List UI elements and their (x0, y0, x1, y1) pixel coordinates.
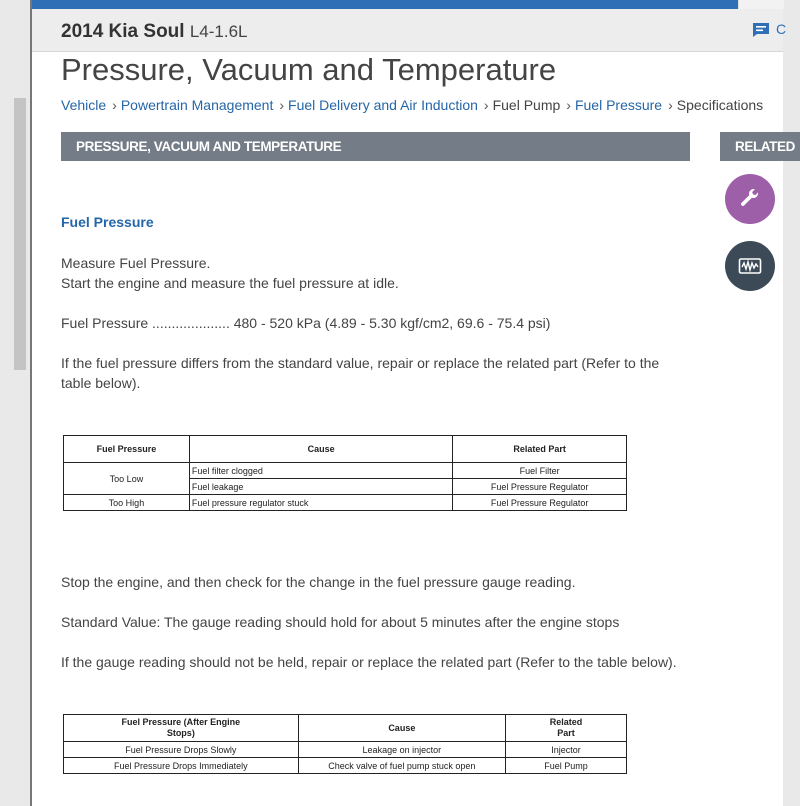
table-cell: Fuel Pressure Drops Immediately (64, 758, 299, 774)
chevron-right-icon: › (483, 97, 489, 113)
table-cell: Too Low (64, 463, 190, 495)
chevron-right-icon: › (566, 97, 571, 113)
left-gutter (0, 0, 30, 806)
table-header: Fuel Pressure (64, 436, 190, 463)
table-row (64, 742, 627, 758)
chat-label[interactable]: C (776, 21, 787, 37)
wrench-icon (738, 187, 762, 211)
repair-instruction-2: If the gauge reading should not be held, repair or replace the related part (Refer to the table below). (61, 654, 677, 670)
breadcrumb (61, 97, 763, 113)
table-cell: Fuel Pressure Drops Slowly (64, 742, 299, 758)
page-title: Pressure, Vacuum and Temperature (61, 52, 557, 87)
table-header: Fuel Pressure (After Engine Stops) (64, 715, 299, 742)
stop-engine-instruction: Stop the engine, and then check for the change in the fuel pressure gauge reading. (61, 574, 576, 590)
table-cell: Fuel Filter (453, 463, 627, 479)
table-cell: Leakage on injector (298, 742, 505, 758)
fuel-pressure-heading: Fuel Pressure (61, 214, 154, 230)
breadcrumb-fuel-delivery[interactable]: Fuel Delivery and Air Induction (288, 97, 478, 113)
table-cell: Fuel leakage (189, 479, 452, 495)
instruction-line-2: Start the engine and measure the fuel pressure at idle. (61, 275, 399, 291)
table-cell: Fuel pressure regulator stuck (189, 495, 452, 511)
top-accent-bar (32, 0, 738, 9)
related-tools-button[interactable] (725, 174, 775, 224)
breadcrumb-fuel-pump: Fuel Pump (492, 97, 561, 113)
table-header: Cause (298, 715, 505, 742)
table-header-row (64, 715, 627, 742)
table-header: Related Part (453, 436, 627, 463)
breadcrumb-fuel-pressure[interactable]: Fuel Pressure (574, 97, 663, 113)
table-cell: Too High (64, 495, 190, 511)
scrollbar-thumb[interactable] (14, 98, 26, 370)
table-header-row (64, 436, 627, 463)
chat-icon[interactable] (752, 22, 770, 38)
vehicle-engine: L4-1.6L (189, 22, 248, 41)
section-header: PRESSURE, VACUUM AND TEMPERATURE (61, 132, 690, 161)
table-row (64, 495, 627, 511)
vehicle-header (32, 9, 787, 52)
vehicle-title (61, 21, 248, 43)
chevron-right-icon: › (112, 97, 117, 113)
waveform-icon (738, 254, 762, 278)
table-cell: Injector (506, 742, 627, 758)
fuel-pressure-after-stop-table (63, 714, 627, 774)
table-cell: Fuel filter clogged (189, 463, 452, 479)
repair-instruction-1: If the fuel pressure differs from the standard value, repair or replace the related part (Refer to the table below). (61, 355, 660, 391)
related-header: RELATED (720, 132, 800, 161)
table-row (64, 463, 627, 479)
related-diagnostics-button[interactable] (725, 241, 775, 291)
table-cell: Fuel Pressure Regulator (453, 479, 627, 495)
instruction-line-1: Measure Fuel Pressure. (61, 255, 211, 271)
chevron-right-icon: › (279, 97, 285, 113)
document-page (30, 0, 795, 806)
chevron-right-icon: › (668, 97, 673, 113)
breadcrumb-vehicle[interactable]: Vehicle (61, 97, 107, 113)
table-row (64, 758, 627, 774)
table-header: Cause (189, 436, 452, 463)
fuel-pressure-spec: Fuel Pressure .................... 480 - 520 kPa (4.89 - 5.30 kgf/cm2, 69.6 - 75.4 psi) (61, 315, 551, 331)
top-right-tab[interactable] (738, 0, 784, 9)
fuel-pressure-table (63, 435, 627, 511)
vehicle-name: 2014 Kia Soul (61, 21, 185, 42)
standard-value: Standard Value: The gauge reading should hold for about 5 minutes after the engine stops (61, 614, 620, 630)
table-cell: Fuel Pressure Regulator (453, 495, 627, 511)
breadcrumb-specifications: Specifications (676, 97, 764, 113)
table-cell: Check valve of fuel pump stuck open (298, 758, 505, 774)
breadcrumb-powertrain-management[interactable]: Powertrain Management (120, 97, 274, 113)
table-header: Related Part (506, 715, 627, 742)
table-cell: Fuel Pump (506, 758, 627, 774)
